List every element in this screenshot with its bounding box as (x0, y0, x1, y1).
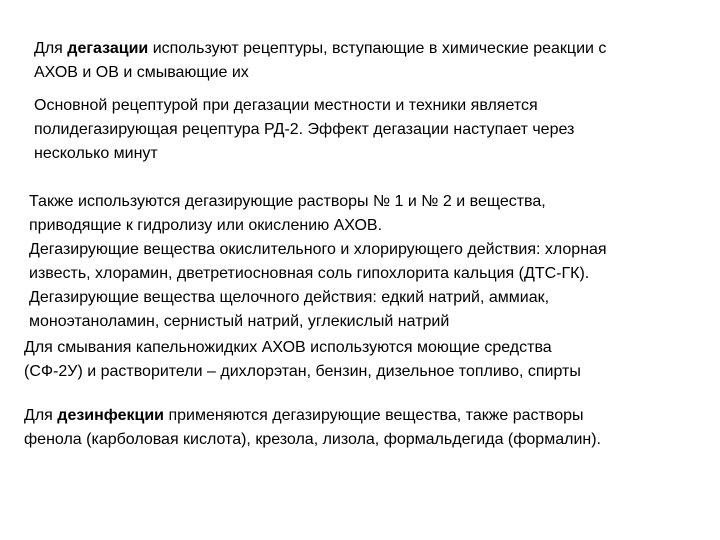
paragraph-line (24, 404, 704, 428)
text-fragment: Для (34, 40, 68, 57)
paragraph-line: несколько минут (34, 145, 158, 162)
paragraph-line: Основной рецептурой при дегазации местности и техники является (34, 97, 538, 114)
paragraph-line: моноэтаноламин, сернистый натрий, углекислый натрий (29, 313, 450, 330)
bold-term-degassing: дегазации (67, 40, 149, 57)
paragraph-line (34, 37, 694, 61)
paragraph-line: Дегазирующие вещества окислительного и хлорирующего действия: хлорная (29, 241, 607, 258)
paragraph-line: приводящие к гидролизу или окислению АХОВ. (29, 217, 383, 234)
text-fragment: применяются дегазирующие вещества, также растворы (164, 407, 584, 424)
paragraph-line: Дегазирующие вещества щелочного действия: едкий натрий, аммиак, (29, 289, 550, 306)
paragraph-line: известь, хлорамин, дветретиосновная соль гипохлорита кальция (ДТС-ГК). (29, 265, 590, 282)
text-fragment: Для (24, 407, 58, 424)
paragraph-line: АХОВ и ОВ и смывающие их (34, 64, 249, 81)
disinfection-paragraph (24, 404, 704, 452)
paragraph-line: Для смывания капельножидких АХОВ используются моющие средства (24, 339, 552, 356)
degassing-solutions-paragraph (29, 190, 699, 334)
paragraph-line: фенола (карболовая кислота), крезола, лизола, формальдегида (формалин). (24, 431, 601, 448)
main-recipe-paragraph (34, 94, 694, 166)
text-fragment: используют рецептуры, вступающие в химические реакции с (148, 40, 607, 57)
washing-agents-paragraph (24, 336, 704, 384)
bold-term-disinfection: дезинфекции (57, 407, 164, 424)
paragraph-line: Также используются дегазирующие растворы № 1 и № 2 и вещества, (29, 193, 546, 210)
paragraph-line: полидегазирующая рецептура РД-2. Эффект дегазации наступает через (34, 121, 575, 138)
degassing-intro-paragraph (34, 37, 694, 85)
paragraph-line: (СФ-2У) и растворители – дихлорэтан, бензин, дизельное топливо, спирты (24, 363, 581, 380)
